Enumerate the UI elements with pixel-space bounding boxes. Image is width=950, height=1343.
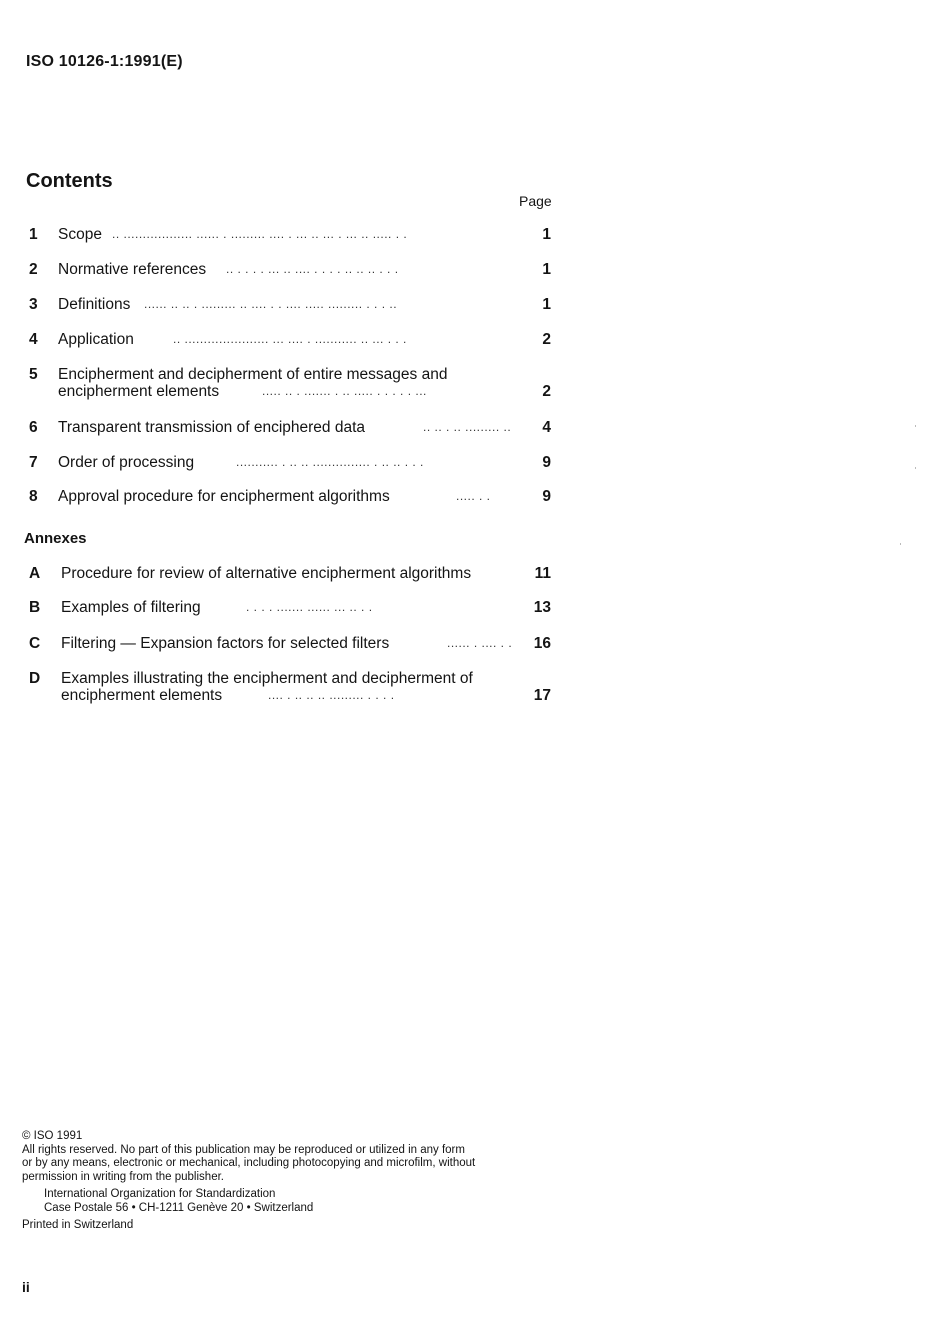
dot-leader: ...... .. .. . ......... .. .... . . .... ..... ......... . . . ..	[144, 297, 398, 311]
rights-text: permission in writing from the publisher.	[22, 1170, 224, 1183]
toc-entry-number: 5	[29, 366, 38, 383]
printed-in: Printed in Switzerland	[22, 1219, 134, 1231]
dot-leader: . . . . ....... ...... ... .. . .	[246, 600, 373, 614]
page-column-label: Page	[519, 193, 552, 209]
toc-entry-page: 1	[542, 296, 551, 313]
toc-entry-title: Transparent transmission of enciphered data	[58, 419, 366, 436]
scan-speck	[915, 467, 916, 469]
page-number: ii	[22, 1279, 30, 1295]
toc-entry-title: Normative references	[58, 261, 207, 278]
toc-entry-page: 9	[542, 488, 551, 505]
annex-page: 16	[533, 635, 551, 652]
toc-entry-page: 1	[542, 226, 551, 243]
contents-heading: Contents	[26, 170, 113, 192]
dot-leader: ..... .. . ....... . .. ..... . . . . . ...	[262, 384, 427, 398]
annex-page: 11	[534, 565, 551, 582]
annex-title: Filtering — Expansion factors for selected filters	[61, 635, 390, 652]
dot-leader: ..... . .	[456, 489, 491, 503]
annex-title-continued: encipherment elements	[61, 687, 223, 704]
copyright-notice	[22, 1130, 582, 1233]
scan-speck	[900, 543, 901, 545]
dot-leader: .. ...................... ... .... . ........... .. ... . . .	[173, 332, 407, 346]
dot-leader: .. .................. ...... . ......... .... . ... .. ... . ... .. ..... . .	[112, 227, 408, 241]
toc-entry-page: 2	[542, 383, 551, 400]
annex-title: Procedure for review of alternative encipherment algorithms	[61, 565, 472, 582]
toc-entry-number: 3	[29, 296, 38, 313]
annex-letter: A	[29, 565, 41, 582]
toc-entry-title: Application	[58, 331, 134, 348]
toc-entry-title: Scope	[58, 226, 102, 243]
dot-leader: .. . . . . ... .. .... . . . . .. .. .. . . .	[226, 262, 399, 276]
annexes-heading: Annexes	[24, 530, 87, 547]
dot-leader: .... . .. .. .. ......... . . . .	[268, 688, 395, 702]
annex-entry-d[interactable]	[0, 670, 560, 706]
annex-page: 13	[533, 599, 551, 616]
toc-entry-5[interactable]	[0, 366, 560, 402]
toc-entry-number: 6	[29, 419, 38, 436]
annex-letter: C	[29, 635, 41, 652]
toc-entry-title: Encipherment and decipherment of entire messages and	[58, 366, 448, 383]
toc-entry-number: 4	[29, 331, 38, 348]
annex-title: Examples illustrating the encipherment and decipherment of	[61, 670, 473, 687]
copyright-line: © ISO 1991	[22, 1130, 83, 1142]
toc-entry-page: 9	[542, 454, 551, 471]
toc-entry-page: 2	[542, 331, 551, 348]
annex-page: 17	[533, 687, 551, 704]
organization-address: Case Postale 56 • CH-1211 Genève 20 • Switzerland	[44, 1201, 314, 1214]
toc-entry-title: Approval procedure for encipherment algorithms	[58, 488, 390, 505]
rights-text: or by any means, electronic or mechanical, including photocopying and microfilm, without	[22, 1157, 476, 1169]
rights-text: All rights reserved. No part of this publication may be reproduced or utilized in any form	[22, 1143, 465, 1156]
document-id-header: ISO 10126-1:1991(E)	[26, 53, 183, 70]
toc-entry-number: 8	[29, 488, 38, 505]
toc-entry-page: 1	[542, 261, 551, 278]
toc-entry-number: 7	[29, 454, 38, 471]
dot-leader: ........... . .. .. ............... . .. .. . . .	[236, 455, 424, 469]
dot-leader: ...... . .... . .	[447, 636, 513, 650]
toc-entry-number: 1	[29, 226, 38, 243]
toc-entry-title: Order of processing	[58, 454, 195, 471]
annex-letter: B	[29, 599, 41, 616]
toc-entry-title-continued: encipherment elements	[58, 383, 220, 400]
toc-entry-page: 4	[542, 419, 551, 436]
annex-title: Examples of filtering	[61, 599, 201, 616]
organization-name: International Organization for Standardization	[44, 1188, 276, 1200]
dot-leader: .. .. . .. ......... ..	[423, 420, 512, 434]
toc-entry-number: 2	[29, 261, 38, 278]
annex-letter: D	[29, 670, 41, 687]
toc-entry-title: Definitions	[58, 296, 131, 313]
scan-speck	[915, 425, 916, 427]
